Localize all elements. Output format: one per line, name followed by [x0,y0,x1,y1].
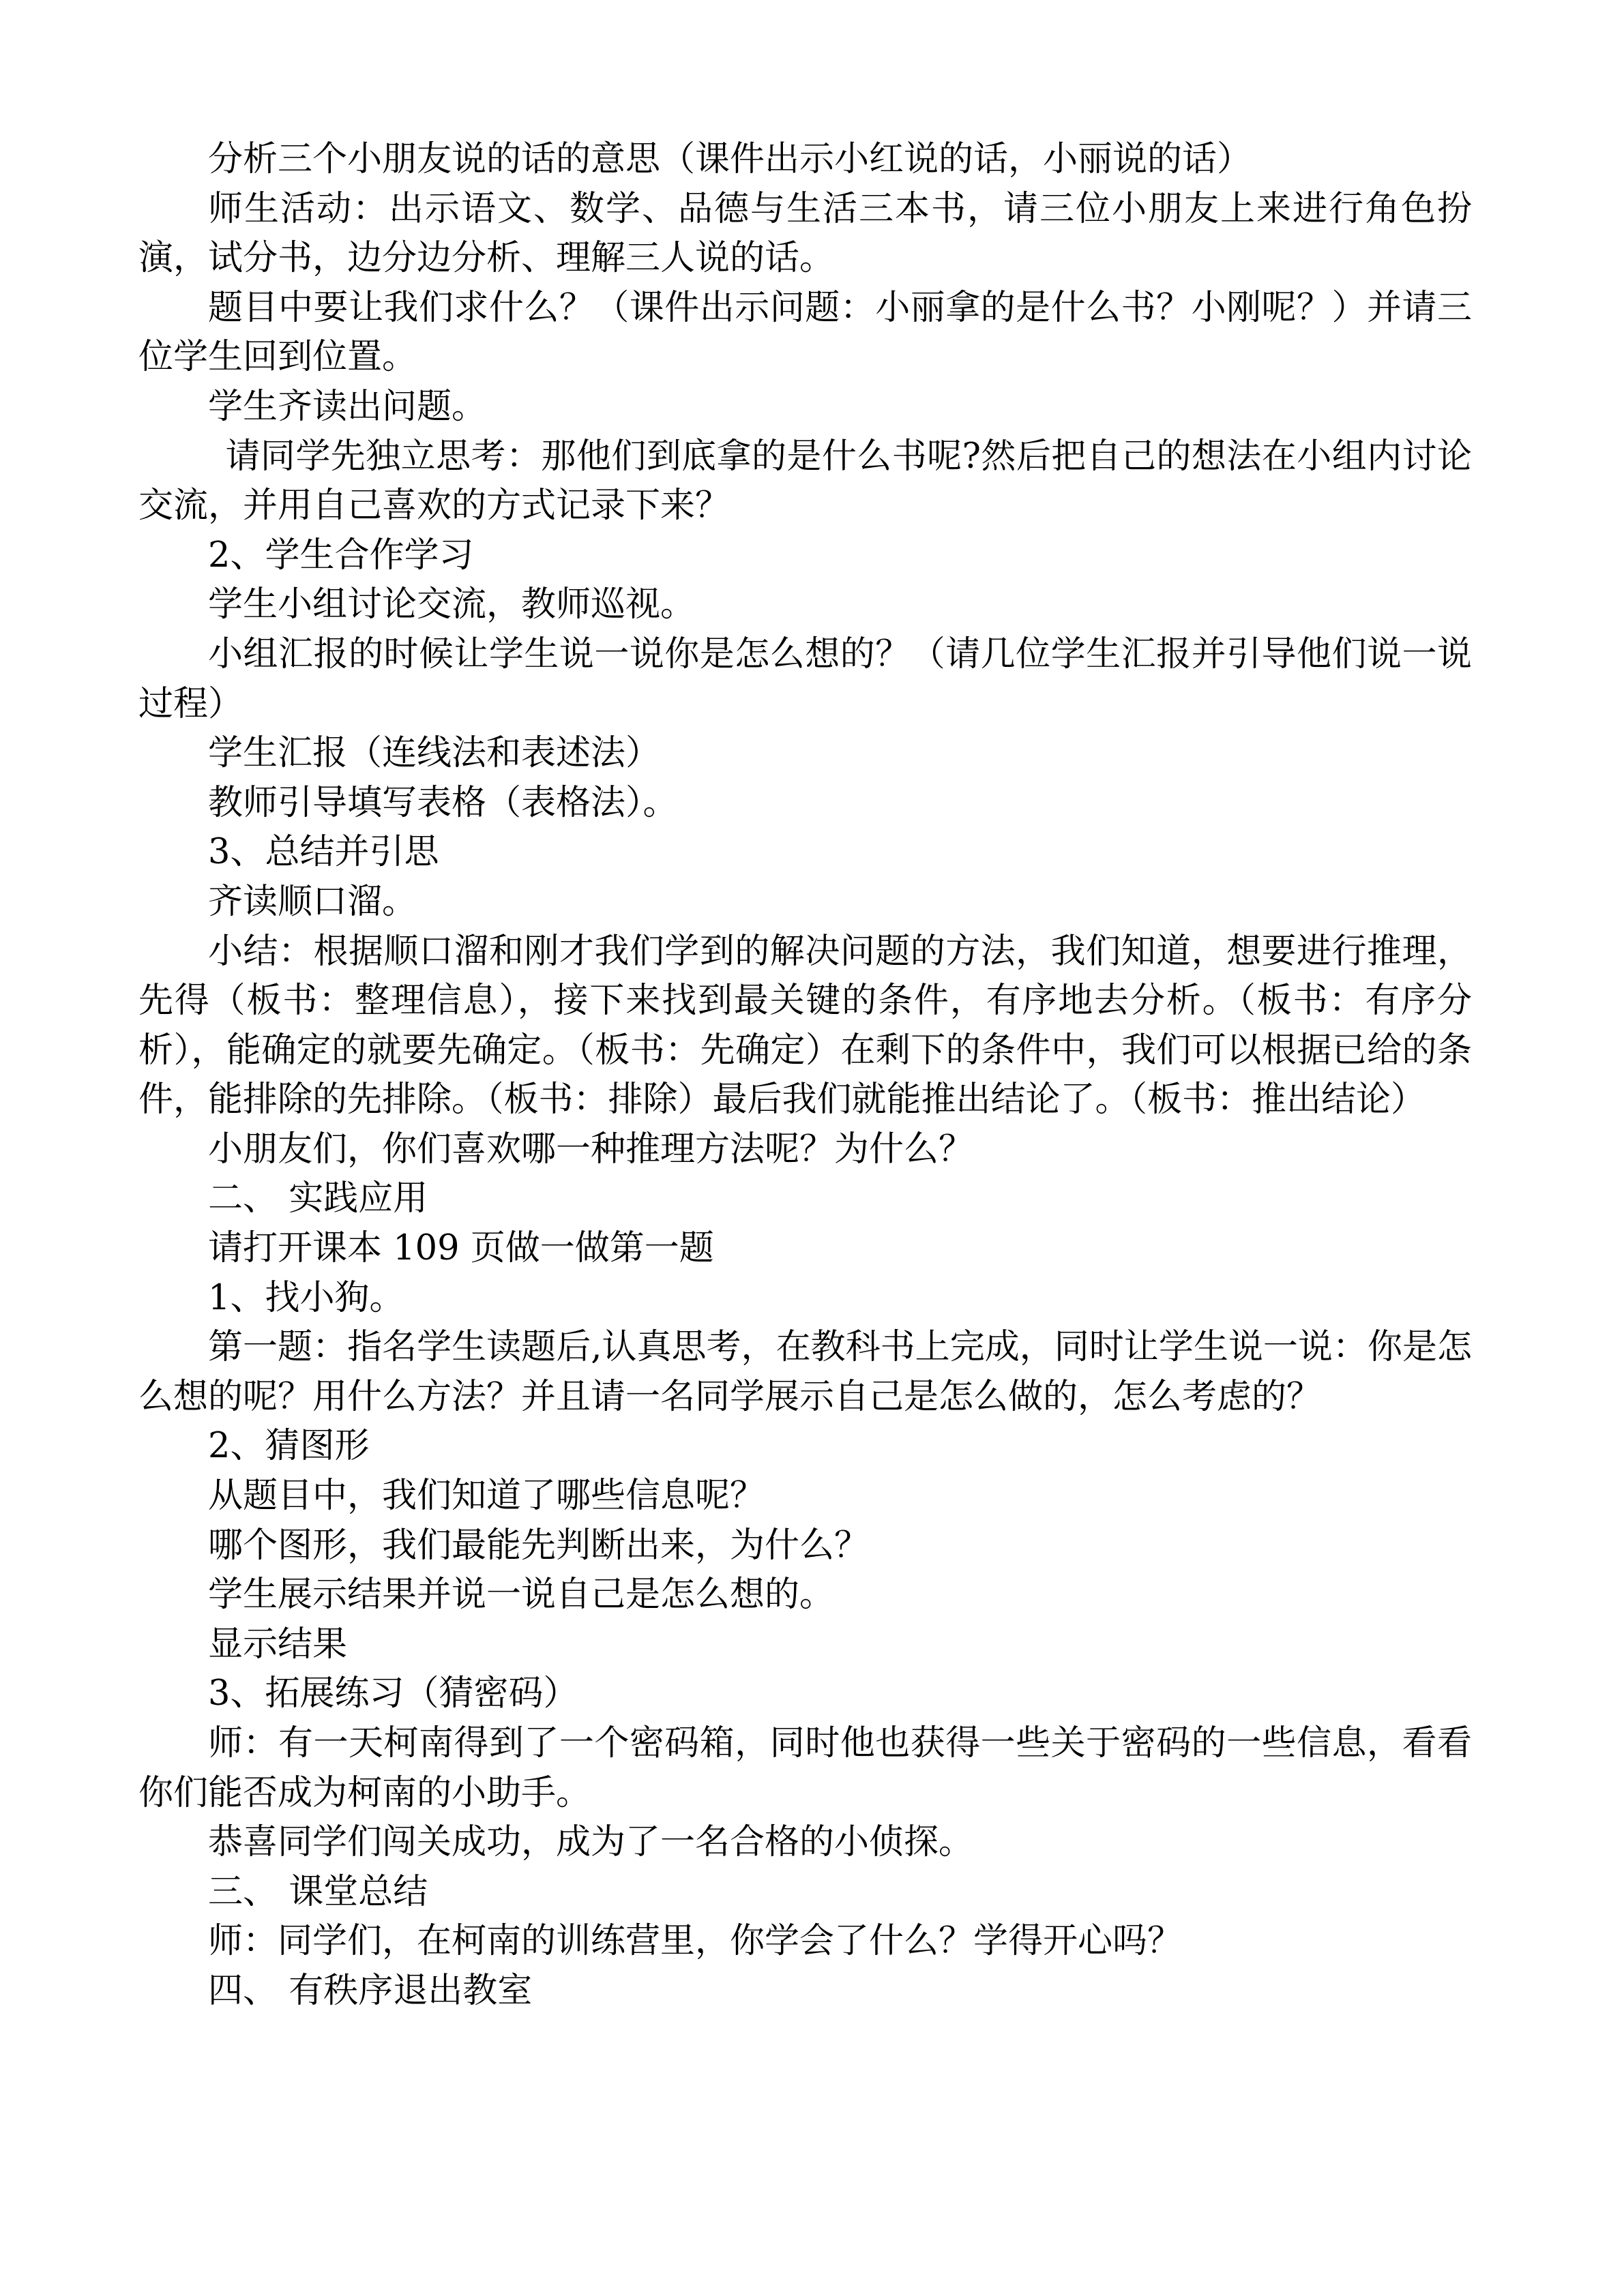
paragraph: 学生小组讨论交流，教师巡视。 [208,584,696,625]
paragraph: 显示结果 [208,1624,348,1665]
paragraph: 齐读顺口溜。 [208,881,417,922]
paragraph: 教师引导填写表格（表格法）。 [208,782,678,823]
section-heading: 三、 课堂总结 [208,1871,428,1912]
section-heading: 3、总结并引思 [208,832,439,873]
paragraph: 学生展示结果并说一说自己是怎么想的。 [208,1575,835,1615]
paragraph: 学生汇报（连线法和表述法） [208,733,661,774]
section-heading: 四、 有秩序退出教室 [208,1970,533,2011]
paragraph: 请打开课本 109 页做一做第一题 [208,1228,714,1269]
paragraph: 小结：根据顺口溜和刚才我们学到的解决问题的方法，我们知道，想要进行推理，先得（板书：整理信息），接下来找到最关键的条件，有序地去分析。（板书：有序分析），能确定的就要先确定。（板书：先确定）在剩下的条件中，我们可以根据已给的条件，能排除的先排除。（板书：排除）最后我们就能推出结论了。（板书：推出结论） [138,931,1472,1120]
paragraph: 师生活动：出示语文、数学、品德与生活三本书，请三位小朋友上来进行角色扮演，试分书，边分边分析、理解三人说的话。 [138,188,1472,279]
paragraph: 请同学先独立思考：那他们到底拿的是什么书呢?然后把自己的想法在小组内讨论交流，并用自己喜欢的方式记录下来？ [138,436,1472,526]
section-heading: 2、学生合作学习 [208,535,474,576]
paragraph: 从题目中，我们知道了哪些信息呢？ [208,1476,765,1517]
paragraph: 题目中要让我们求什么？（课件出示问题：小丽拿的是什么书？小刚呢？）并请三位学生回到位置。 [138,287,1472,378]
paragraph: 第一题：指名学生读题后,认真思考，在教科书上完成，同时让学生说一说：你是怎么想的呢？用什么方法？并且请一名同学展示自己是怎么做的，怎么考虑的？ [138,1327,1472,1417]
paragraph: 师：有一天柯南得到了一个密码箱，同时他也获得一些关于密码的一些信息，看看你们能否成为柯南的小助手。 [138,1723,1472,1813]
paragraph: 师：同学们，在柯南的训练营里，你学会了什么？学得开心吗？ [208,1921,1183,1962]
section-heading: 2、猜图形 [208,1426,370,1467]
section-heading: 二、 实践应用 [208,1178,428,1219]
document-body [138,135,1472,2016]
paragraph: 小朋友们，你们喜欢哪一种推理方法呢？为什么？ [208,1129,974,1169]
paragraph: 恭喜同学们闯关成功，成为了一名合格的小侦探。 [208,1822,974,1863]
paragraph: 分析三个小朋友说的话的意思（课件出示小红说的话，小丽说的话） [208,139,1252,179]
paragraph: 学生齐读出问题。 [208,386,487,427]
section-heading: 1、找小狗。 [208,1277,404,1318]
section-heading: 3、拓展练习（猜密码） [208,1673,578,1714]
paragraph: 小组汇报的时候让学生说一说你是怎么想的？（请几位学生汇报并引导他们说一说过程） [138,633,1472,724]
paragraph: 哪个图形，我们最能先判断出来，为什么？ [208,1525,870,1566]
